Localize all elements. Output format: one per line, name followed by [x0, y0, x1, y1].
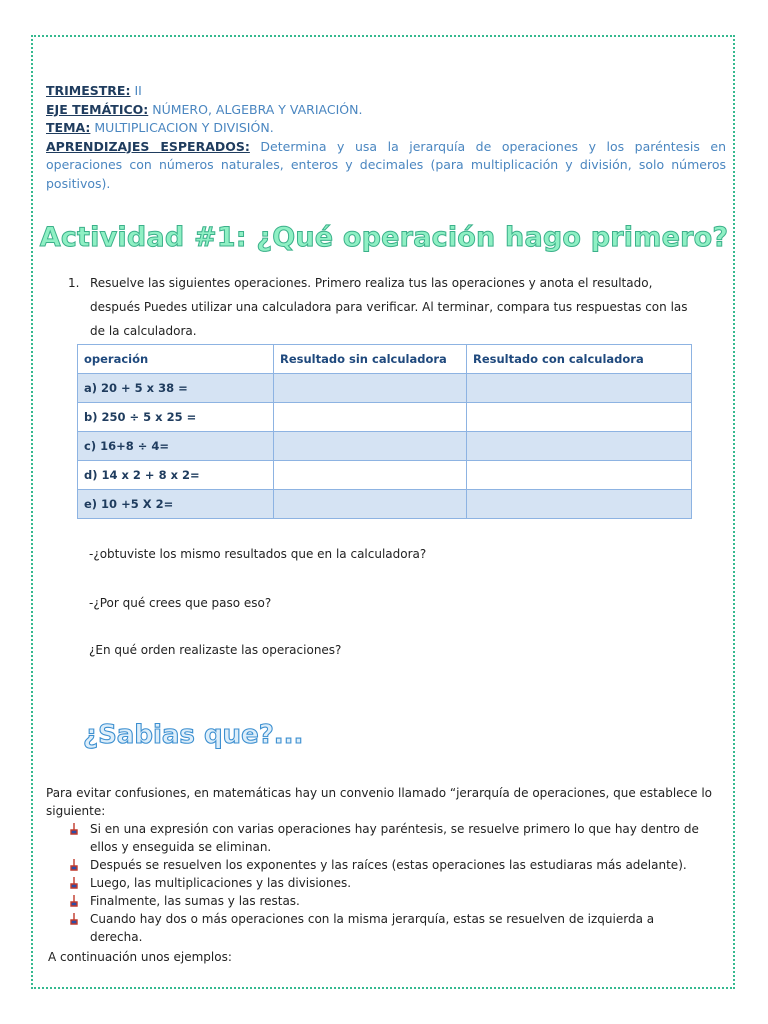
hand-pointer-icon: [68, 859, 80, 871]
eje-value: NÚMERO, ALGEBRA Y VARIACIÓN.: [148, 101, 363, 117]
aprendizajes-label: APRENDIZAJES ESPERADOS:: [46, 138, 250, 154]
header-con-calculadora: Resultado con calculadora: [467, 345, 692, 374]
aprendizajes-value: Determina y usa la jerarquía de operaciones y los paréntesis en operaciones con números naturales, enteros y decimales (para multiplicación y división, solo números positivos).: [46, 138, 726, 191]
operation-cell: e) 10 +5 X 2=: [78, 490, 274, 519]
operation-cell: d) 14 x 2 + 8 x 2=: [78, 461, 274, 490]
tema-label: TEMA:: [46, 120, 91, 135]
tema-line: [46, 119, 726, 138]
operation-cell: c) 16+8 ÷ 4=: [78, 432, 274, 461]
list-item-text: Luego, las multiplicaciones y las divisiones.: [90, 876, 352, 890]
hand-pointer-icon: [68, 913, 80, 925]
result-con-cell[interactable]: [467, 461, 692, 490]
table-header-row: [78, 345, 692, 374]
list-item: [68, 856, 708, 874]
follow-question-2: -¿Por qué crees que paso eso?: [89, 596, 272, 610]
operation-cell: a) 20 + 5 x 38 =: [78, 374, 274, 403]
header-block: [46, 82, 726, 193]
result-con-cell[interactable]: [467, 432, 692, 461]
result-con-cell[interactable]: [467, 403, 692, 432]
result-sin-cell[interactable]: [274, 461, 467, 490]
tema-value: MULTIPLICACION Y DIVISIÓN.: [90, 120, 274, 135]
result-sin-cell[interactable]: [274, 374, 467, 403]
result-sin-cell[interactable]: [274, 403, 467, 432]
intro-paragraph: Para evitar confusiones, en matemáticas hay un convenio llamado “jerarquía de operaciones, que establece lo siguiente:: [46, 786, 713, 818]
header-sin-calculadora: Resultado sin calculadora: [274, 345, 467, 374]
question-1: [68, 271, 688, 343]
rules-list: [68, 820, 708, 946]
table-row: [78, 374, 692, 403]
outro-text: A continuación unos ejemplos:: [48, 950, 232, 964]
trimestre-label: TRIMESTRE:: [46, 83, 131, 98]
result-con-cell[interactable]: [467, 374, 692, 403]
activity-title: Actividad #1: ¿Qué operación hago primero?: [39, 222, 729, 253]
result-sin-cell[interactable]: [274, 490, 467, 519]
list-item: [68, 910, 708, 946]
header-operacion: operación: [78, 345, 274, 374]
question-text: Resuelve las siguientes operaciones. Primero realiza tus las operaciones y anota el resultado, después Puedes utilizar una calculadora para verificar. Al terminar, compara tus respuestas con las de la calculadora.: [90, 276, 688, 338]
table-row: [78, 461, 692, 490]
eje-line: [46, 101, 726, 120]
operation-cell: b) 250 ÷ 5 x 25 =: [78, 403, 274, 432]
follow-question-1: -¿obtuviste los mismo resultados que en la calculadora?: [89, 547, 427, 561]
list-item-text: Cuando hay dos o más operaciones con la misma jerarquía, estas se resuelven de izquierda a derecha.: [90, 912, 655, 944]
table-row: [78, 432, 692, 461]
list-item: [68, 874, 708, 892]
question-number: 1.: [68, 276, 80, 290]
eje-label: EJE TEMÁTICO:: [46, 101, 149, 117]
hand-pointer-icon: [68, 877, 80, 889]
follow-question-3: ¿En qué orden realizaste las operaciones?: [89, 643, 342, 657]
table-row: [78, 490, 692, 519]
list-item-text: Finalmente, las sumas y las restas.: [90, 894, 300, 908]
aprendizajes-line: [46, 138, 726, 194]
result-con-cell[interactable]: [467, 490, 692, 519]
list-item: [68, 820, 708, 856]
list-item-text: Si en una expresión con varias operaciones hay paréntesis, se resuelve primero lo que hay dentro de ellos y enseguida se eliminan.: [90, 822, 699, 854]
result-sin-cell[interactable]: [274, 432, 467, 461]
hand-pointer-icon: [68, 823, 80, 835]
trimestre-line: [46, 82, 726, 101]
hand-pointer-icon: [68, 895, 80, 907]
operations-table: [77, 344, 692, 519]
list-item: [68, 892, 708, 910]
trimestre-value: II: [130, 83, 142, 98]
table-row: [78, 403, 692, 432]
list-item-text: Después se resuelven los exponentes y las raíces (estas operaciones las estudiaras más adelante).: [90, 858, 687, 872]
sabias-title: ¿Sabias que?...: [83, 720, 304, 750]
